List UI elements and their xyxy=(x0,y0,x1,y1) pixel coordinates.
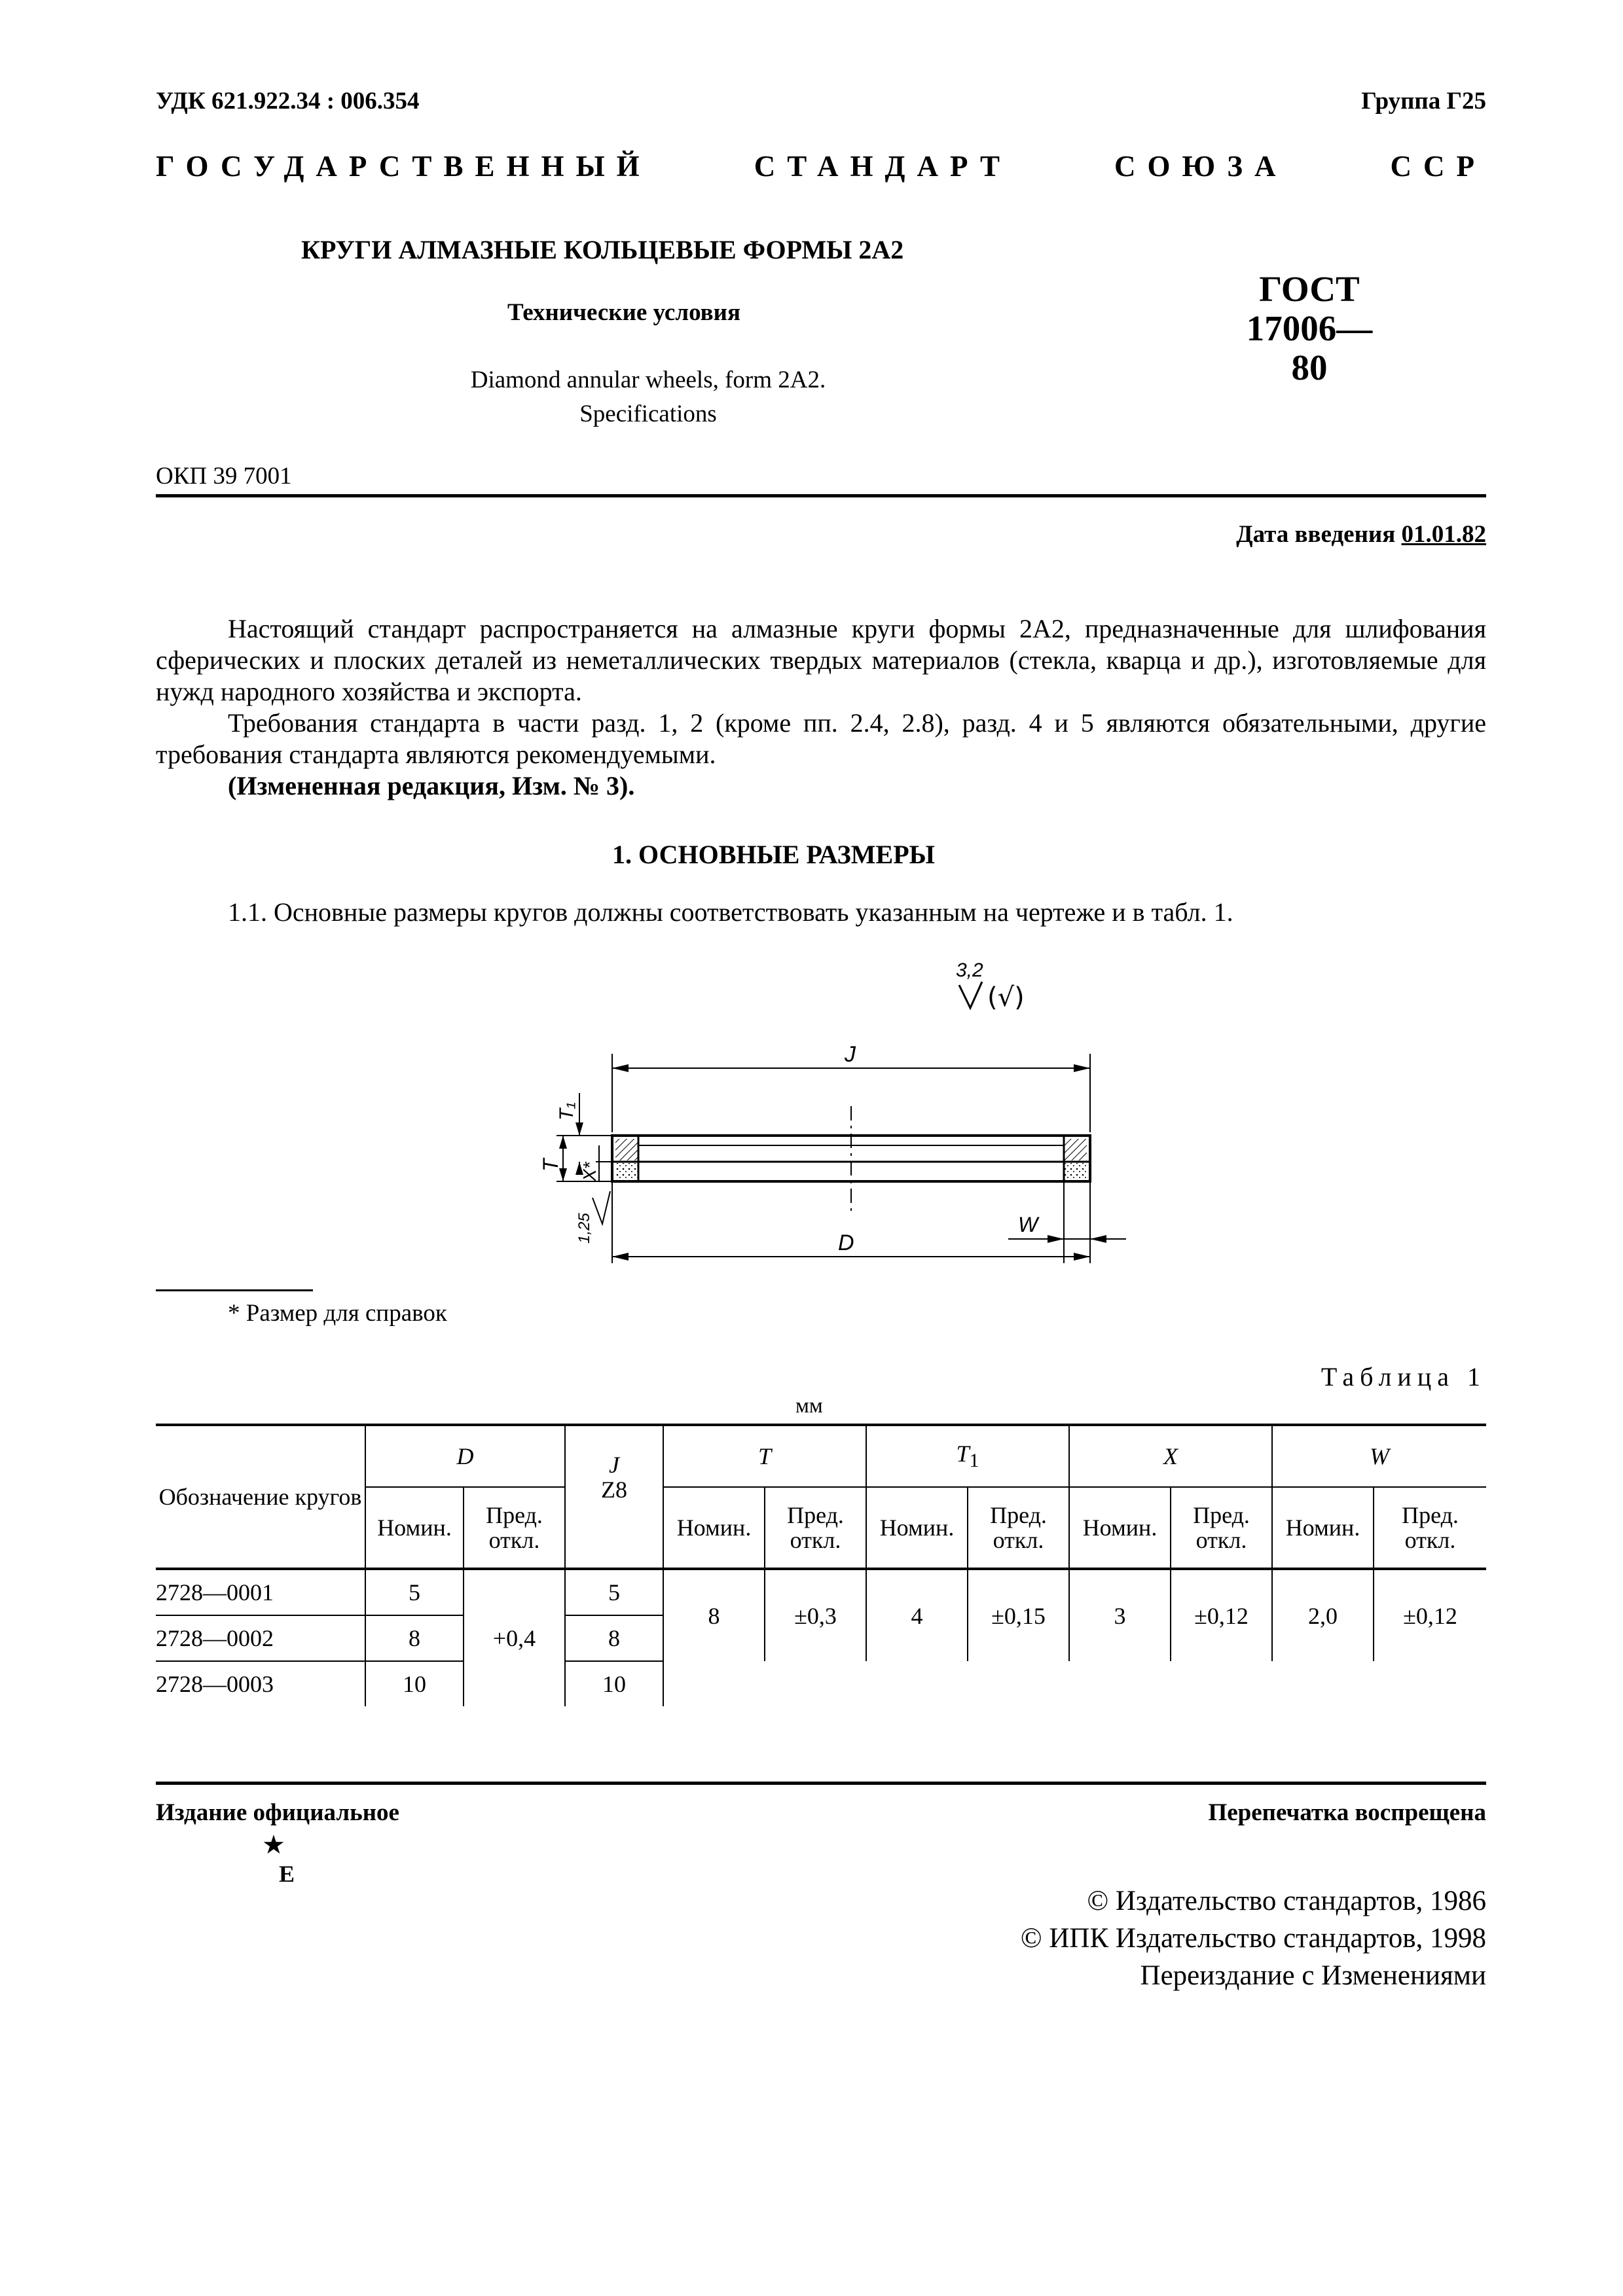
table-row xyxy=(156,1661,1486,1706)
header-j-sub: Z8 xyxy=(601,1477,627,1503)
intro-date-value: 01.01.82 xyxy=(1401,521,1486,548)
wheel-drawing xyxy=(498,949,1152,1296)
t-deviation: ±0,3 xyxy=(765,1569,866,1661)
roughness-value: 3,2 xyxy=(956,960,983,981)
row-d: 10 xyxy=(365,1661,464,1706)
label-w: W xyxy=(1018,1213,1038,1236)
row-code: 2728—0002 xyxy=(156,1615,365,1661)
intro-date xyxy=(1236,520,1486,548)
header-t1 xyxy=(866,1425,1069,1487)
label-x: X* xyxy=(579,1162,600,1181)
section-heading: 1. ОСНОВНЫЕ РАЗМЕРЫ xyxy=(612,840,935,869)
t1-deviation: ±0,15 xyxy=(968,1569,1069,1661)
w-deviation: ±0,12 xyxy=(1374,1569,1486,1661)
footnote-rule xyxy=(156,1289,313,1291)
header-d-dev: Пред. откл. xyxy=(464,1487,565,1569)
document-subtitle: Технические условия xyxy=(507,299,740,326)
header-x-nom: Номин. xyxy=(1069,1487,1171,1569)
paragraph-1-1: 1.1. Основные размеры кругов должны соответствовать указанным на чертеже и в табл. 1. xyxy=(228,897,1233,927)
row-j: 8 xyxy=(565,1615,663,1661)
header-w-dev: Пред. откл. xyxy=(1374,1487,1486,1569)
row-code: 2728—0001 xyxy=(156,1569,365,1615)
paragraph-scope: Настоящий стандарт распространяется на алмазные круги формы 2А2, предназначенные для шлифования сферических и плоских деталей из неметаллических твердых материалов (стекла, кварца и др.), изготовляемые для нужд народного хозяйства и экспорта. xyxy=(156,614,1486,706)
paragraph-amendment: (Измененная редакция, Изм. № 3). xyxy=(228,771,635,800)
row-code: 2728—0003 xyxy=(156,1671,274,1697)
t1-nominal: 4 xyxy=(866,1569,968,1661)
header-j xyxy=(565,1425,663,1569)
roughness-paren: (√) xyxy=(987,982,1025,1013)
header-x: X xyxy=(1069,1425,1272,1487)
row-d: 8 xyxy=(365,1615,464,1661)
header-t1-sub: 1 xyxy=(969,1450,979,1472)
x-nominal: 3 xyxy=(1069,1569,1171,1661)
roughness-icon xyxy=(959,982,982,1008)
dimensions-table xyxy=(156,1424,1486,1706)
english-title xyxy=(367,363,930,431)
footnote: * Размер для справок xyxy=(228,1300,447,1327)
table-title: Таблица 1 xyxy=(1321,1362,1486,1391)
header-t-dev: Пред. откл. xyxy=(765,1487,866,1569)
copyright-1986: © Издательство стандартов, 1986 xyxy=(1087,1886,1486,1916)
table-row xyxy=(156,1569,1486,1615)
d-deviation: +0,4 xyxy=(464,1569,565,1706)
label-chamfer: 1,25 xyxy=(575,1213,593,1244)
gost-label: ГОСТ xyxy=(1259,269,1360,309)
footer-rule xyxy=(156,1782,1486,1785)
intro-date-label: Дата введения xyxy=(1236,521,1396,548)
e-mark: E xyxy=(279,1861,295,1887)
row-j: 5 xyxy=(565,1569,663,1615)
label-t: T xyxy=(539,1158,562,1172)
no-reprint-label: Перепечатка воспрещена xyxy=(1208,1799,1486,1826)
english-title-line2: Specifications xyxy=(579,401,717,427)
header-d: D xyxy=(365,1425,565,1487)
edition-label: Издание официальное xyxy=(156,1799,399,1826)
header-d-nom: Номин. xyxy=(365,1487,464,1569)
star-icon: ★ xyxy=(262,1830,285,1859)
okp-code: ОКП 39 7001 xyxy=(156,463,292,490)
w-nominal: 2,0 xyxy=(1272,1569,1374,1661)
gost-block xyxy=(1231,270,1388,387)
label-t1: T₁ xyxy=(556,1102,577,1121)
header-w: W xyxy=(1272,1425,1486,1487)
table-units: мм xyxy=(795,1394,823,1418)
reissue-note: Переиздание с Изменениями xyxy=(1140,1960,1486,1991)
header-t1-nom: Номин. xyxy=(866,1487,968,1569)
t-nominal: 8 xyxy=(663,1569,765,1661)
state-standard-banner: ГОСУДАРСТВЕННЫЙ СТАНДАРТ СОЮЗА ССР xyxy=(156,150,1486,183)
header-t-nom: Номин. xyxy=(663,1487,765,1569)
paragraph-requirements: Требования стандарта в части разд. 1, 2 (кроме пп. 2.4, 2.8), разд. 4 и 5 являются обязательными, другие требования стандарта являются рекомендуемыми. xyxy=(156,708,1486,769)
blank-cell xyxy=(765,1661,1486,1706)
gost-number: 17006—80 xyxy=(1246,308,1373,387)
header-j-label: J xyxy=(609,1452,619,1478)
header-w-nom: Номин. xyxy=(1272,1487,1374,1569)
row-j: 10 xyxy=(565,1661,663,1706)
copyright-1998: © ИПК Издательство стандартов, 1998 xyxy=(1020,1923,1486,1954)
english-title-line1: Diamond annular wheels, form 2A2. xyxy=(470,367,826,393)
udk-code: УДК 621.922.34 : 006.354 xyxy=(156,88,420,115)
x-deviation: ±0,12 xyxy=(1171,1569,1272,1661)
blank-cell xyxy=(663,1661,765,1706)
header-designation: Обозначение кругов xyxy=(156,1425,365,1569)
document-title: КРУГИ АЛМАЗНЫЕ КОЛЬЦЕВЫЕ ФОРМЫ 2А2 xyxy=(301,235,904,264)
header-t1-dev: Пред. откл. xyxy=(968,1487,1069,1569)
header-rule xyxy=(156,494,1486,497)
header-t1-label: T xyxy=(956,1441,970,1467)
label-j: J xyxy=(845,1042,856,1067)
header-t: T xyxy=(663,1425,866,1487)
group-code: Группа Г25 xyxy=(1361,88,1486,115)
header-x-dev: Пред. откл. xyxy=(1171,1487,1272,1569)
label-d: D xyxy=(838,1230,854,1255)
row-d: 5 xyxy=(365,1569,464,1615)
